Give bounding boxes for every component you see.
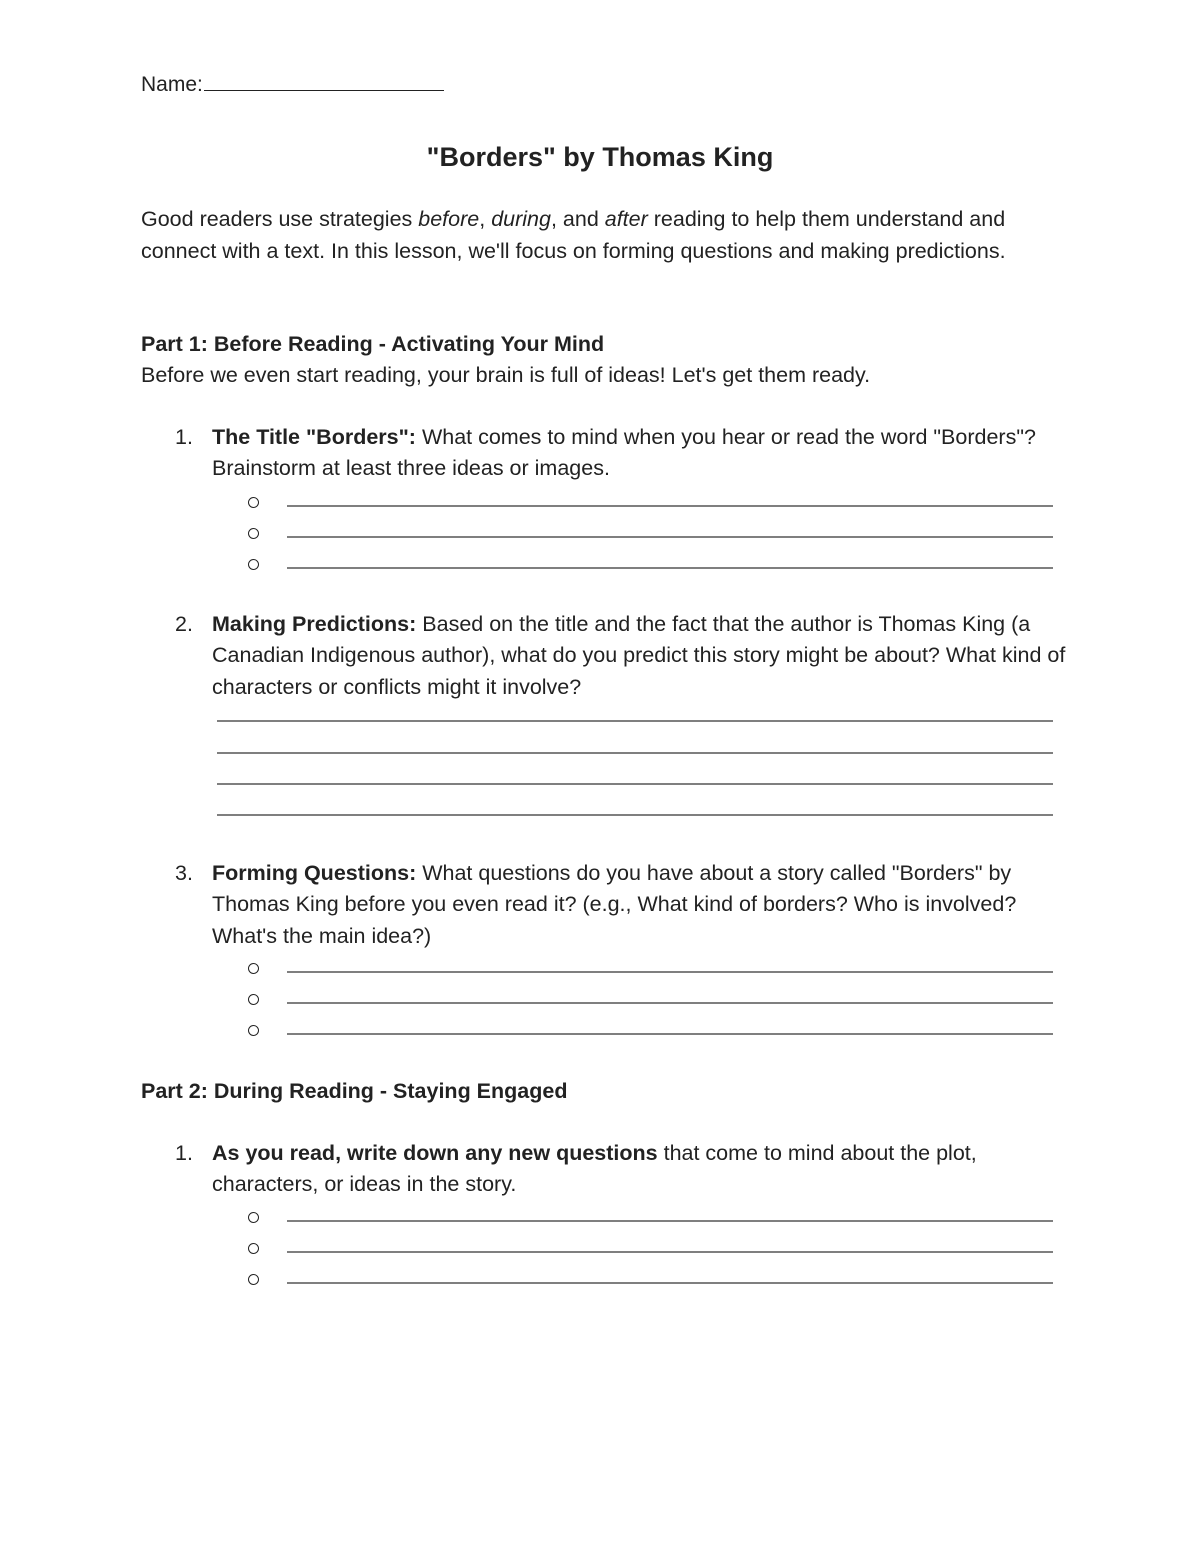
question-text <box>212 422 1066 485</box>
answer-line[interactable] <box>217 752 1053 754</box>
circle-bullet-icon <box>248 528 259 539</box>
part1-heading: Part 1: Before Reading - Activating Your Mind <box>141 332 605 356</box>
blank-line <box>287 1251 1053 1253</box>
question-label: Making Predictions: <box>212 612 417 636</box>
question-label: Forming Questions: <box>212 861 417 885</box>
part2-question-1 <box>141 1138 1066 1201</box>
question-number: 2. <box>175 612 193 636</box>
circle-bullet-icon <box>248 1025 259 1036</box>
question-number: 1. <box>175 1141 193 1165</box>
circle-bullet-icon <box>248 497 259 508</box>
intro-paragraph <box>141 204 1066 267</box>
answer-line[interactable] <box>217 720 1053 722</box>
answer-line[interactable] <box>248 1232 1056 1263</box>
circle-bullet-icon <box>248 994 259 1005</box>
intro-text-a: Good readers use strategies <box>141 207 419 231</box>
part1-intro: Before we even start reading, your brain is full of ideas! Let's get them ready. <box>141 363 871 387</box>
answer-line[interactable] <box>248 1263 1056 1294</box>
answer-line[interactable] <box>248 1014 1056 1045</box>
question-text <box>212 609 1066 703</box>
blank-line <box>287 536 1053 538</box>
intro-before: before <box>418 207 480 231</box>
question-body: that come to mind about the plot, characters, or ideas in the story. <box>212 1141 977 1197</box>
answer-line[interactable] <box>217 783 1053 785</box>
circle-bullet-icon <box>248 963 259 974</box>
question-label: The Title "Borders": <box>212 425 416 449</box>
blank-line <box>287 1002 1053 1004</box>
name-blank-line[interactable] <box>204 70 444 91</box>
circle-bullet-icon <box>248 1212 259 1223</box>
name-field <box>141 70 444 99</box>
blank-line <box>287 1282 1053 1284</box>
part1-question-1 <box>141 422 1066 485</box>
question-text <box>212 1138 1066 1201</box>
intro-after: after <box>604 207 648 231</box>
answer-line[interactable] <box>248 952 1056 983</box>
worksheet-title: "Borders" by Thomas King <box>426 142 774 172</box>
part1-question-3 <box>141 858 1066 952</box>
question-number: 1. <box>175 425 193 449</box>
intro-during: during <box>491 207 551 231</box>
name-label: Name: <box>141 73 203 96</box>
answer-line[interactable] <box>217 814 1053 816</box>
part2-heading: Part 2: During Reading - Staying Engaged <box>141 1079 568 1103</box>
answer-line[interactable] <box>248 1201 1056 1232</box>
question-label: As you read, write down any new questions <box>212 1141 658 1165</box>
blank-line <box>287 1033 1053 1035</box>
blank-line <box>287 971 1053 973</box>
answer-line[interactable] <box>248 548 1056 579</box>
blank-line <box>287 567 1053 569</box>
intro-comma: , <box>479 207 492 231</box>
answer-line[interactable] <box>248 983 1056 1014</box>
question-text <box>212 858 1066 952</box>
question-number: 3. <box>175 861 193 885</box>
question-body: What questions do you have about a story called "Borders" by Thomas King before you even read it? (e.g., What kind of borders? Who is involved? What's the main idea?) <box>212 861 1017 948</box>
part1-question-2 <box>141 609 1066 703</box>
blank-line <box>287 1220 1053 1222</box>
blank-line <box>287 505 1053 507</box>
circle-bullet-icon <box>248 559 259 570</box>
answer-line[interactable] <box>248 486 1056 517</box>
circle-bullet-icon <box>248 1243 259 1254</box>
answer-line[interactable] <box>248 517 1056 548</box>
question-body: What comes to mind when you hear or read the word "Borders"? Brainstorm at least three ideas or images. <box>212 425 1036 481</box>
question-body: Based on the title and the fact that the author is Thomas King (a Canadian Indigenous author), what do you predict this story might be about? What kind of characters or conflicts might it involve? <box>212 612 1066 699</box>
circle-bullet-icon <box>248 1274 259 1285</box>
intro-text-b: , and <box>550 207 605 231</box>
intro-text-c: reading to help them understand and connect with a text. In this lesson, we'll focus on forming questions and making predictions. <box>141 207 1006 263</box>
